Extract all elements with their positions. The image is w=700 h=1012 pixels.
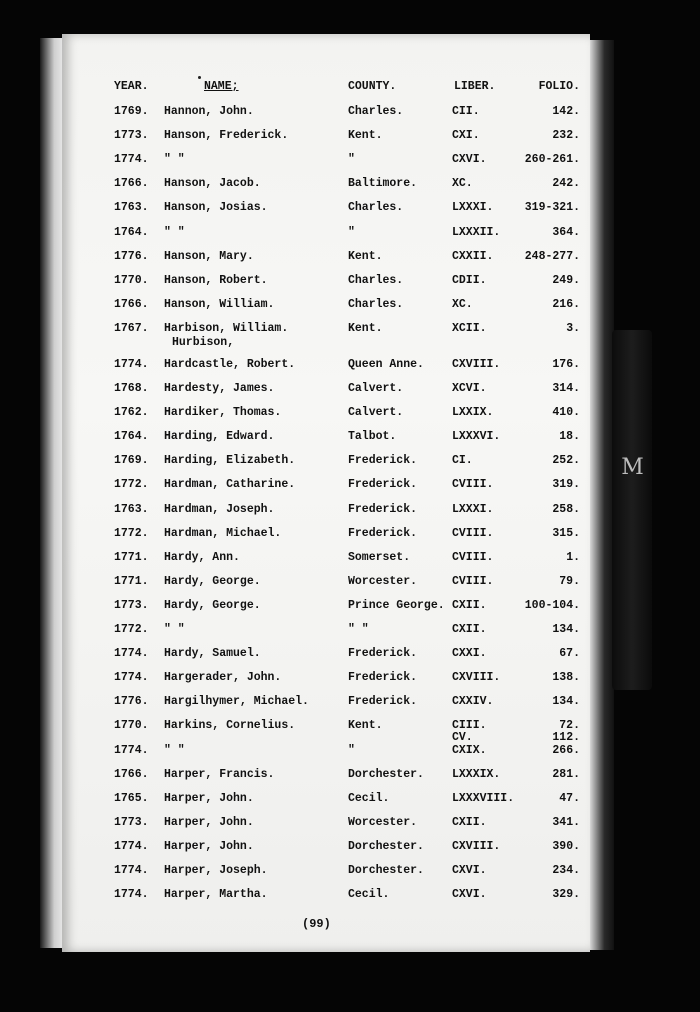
cell-liber: CXII. (452, 815, 487, 829)
cell-county: " " (348, 623, 369, 636)
cell-year: 1766. (114, 297, 149, 311)
cell-folio: 252. (552, 454, 580, 468)
cell-liber: CXXI. (452, 647, 487, 661)
cell-county: Frederick. (348, 526, 418, 540)
cell-name: " " (164, 225, 185, 239)
cell-liber: LXXXVI. (452, 430, 501, 444)
table-row (62, 744, 590, 766)
cell-folio: 260-261. (524, 153, 580, 167)
cell-name: Harbison, William. (164, 321, 289, 335)
table-row (62, 105, 590, 127)
cell-liber-second: CV. (452, 731, 473, 745)
cell-county: Charles. (348, 273, 404, 287)
cell-name: Hardman, Catharine. (164, 478, 296, 492)
cell-folio: 249. (552, 273, 580, 287)
cell-liber: CXII. (452, 598, 487, 612)
cell-name: Harding, Edward. (164, 430, 275, 444)
cell-year: 1773. (114, 815, 149, 829)
cell-year: 1776. (114, 695, 149, 709)
cell-folio: 176. (552, 357, 580, 371)
cell-year: 1774. (114, 153, 149, 167)
cell-year: 1772. (114, 478, 149, 492)
cell-county: Charles. (348, 297, 404, 311)
table-row (62, 695, 590, 717)
cell-year: 1773. (114, 129, 149, 143)
cell-liber: CII. (452, 105, 480, 118)
cell-liber: CI. (452, 454, 473, 468)
cell-folio: 138. (552, 671, 580, 685)
cell-folio: 234. (552, 864, 580, 877)
header-name: NAME; (204, 80, 239, 93)
cell-year: 1769. (114, 105, 149, 118)
cell-county: Frederick. (348, 502, 418, 516)
cell-liber: CDII. (452, 273, 487, 287)
cell-name: " " (164, 743, 185, 757)
cell-folio: 314. (552, 382, 580, 395)
table-row (62, 177, 590, 199)
cell-name: Harper, Joseph. (164, 864, 268, 877)
cell-folio: 281. (552, 767, 580, 781)
cell-folio: 47. (559, 791, 580, 805)
cell-folio: 319-321. (524, 201, 580, 215)
cell-county: Baltimore. (348, 177, 418, 191)
cell-liber: CIII. (452, 719, 487, 733)
cell-year: 1766. (114, 767, 149, 781)
cell-name: Hardy, George. (164, 574, 261, 588)
cell-name: Hanson, Mary. (164, 249, 254, 263)
cell-county: Worcester. (348, 815, 418, 829)
table-row (62, 575, 590, 597)
cell-folio: 79. (559, 574, 580, 588)
cell-county: Dorchester. (348, 864, 424, 877)
cell-county: Kent. (348, 321, 383, 335)
cell-county: Queen Anne. (348, 357, 424, 371)
cell-year: 1774. (114, 743, 149, 757)
cell-liber: LXXXIX. (452, 767, 501, 781)
header-folio: FOLIO. (538, 80, 580, 93)
cell-folio: 248-277. (524, 249, 580, 263)
cell-year: 1776. (114, 249, 149, 263)
cell-county: " (348, 225, 355, 239)
cell-name: Hardy, George. (164, 598, 261, 612)
cell-county: Worcester. (348, 574, 418, 588)
table-row (62, 382, 590, 404)
table-row (62, 358, 590, 380)
cell-name: Hardman, Joseph. (164, 502, 275, 516)
cell-county: Frederick. (348, 647, 418, 661)
cell-folio: 3. (566, 321, 580, 335)
ledger-page (62, 34, 590, 952)
table-row (62, 321, 590, 349)
cell-name: Hardesty, James. (164, 382, 275, 395)
cell-name: Hanson, Josias. (164, 201, 268, 215)
table-row (62, 623, 590, 645)
cell-year: 1773. (114, 598, 149, 612)
header-county: COUNTY. (348, 80, 397, 93)
cell-liber: CXVIII. (452, 839, 501, 853)
cell-year: 1770. (114, 719, 149, 733)
cell-name-alias: Hurbison, (172, 335, 235, 349)
cell-folio: 315. (552, 526, 580, 540)
cell-liber: CVIII. (452, 526, 494, 540)
header-year: YEAR. (114, 80, 149, 93)
cell-year: 1765. (114, 791, 149, 805)
table-row (62, 430, 590, 452)
cell-liber: LXXIX. (452, 406, 494, 420)
cell-liber: CXVI. (452, 864, 487, 877)
cell-liber: CXVIII. (452, 671, 501, 685)
cell-liber: LXXXI. (452, 502, 494, 516)
cell-name: Hanson, Frederick. (164, 129, 289, 143)
cell-year: 1771. (114, 574, 149, 588)
cell-county: Prince George. (348, 598, 445, 612)
cell-folio: 18. (559, 430, 580, 444)
spine-label: M (621, 455, 645, 480)
cell-folio: 364. (552, 225, 580, 239)
cell-liber: CXI. (452, 129, 480, 143)
cell-year: 1772. (114, 623, 149, 636)
cell-name: Hargilhymer, Michael. (164, 695, 309, 709)
cell-year: 1766. (114, 177, 149, 191)
cell-year: 1774. (114, 864, 149, 877)
cell-folio: 72. (559, 719, 580, 733)
table-row (62, 816, 590, 838)
cell-name: Hardiker, Thomas. (164, 406, 282, 420)
cell-county: " (348, 153, 355, 167)
cell-county: Frederick. (348, 454, 418, 468)
cell-county: Cecil. (348, 888, 390, 902)
cell-liber: LXXXI. (452, 201, 494, 215)
cell-name: Harper, John. (164, 839, 254, 853)
cell-name: Harding, Elizabeth. (164, 454, 296, 468)
cell-folio: 258. (552, 502, 580, 516)
cell-name: Harper, Martha. (164, 888, 268, 902)
cell-county: Somerset. (348, 550, 411, 564)
cell-year: 1774. (114, 888, 149, 902)
cell-year: 1774. (114, 647, 149, 661)
cell-county: Frederick. (348, 671, 418, 685)
table-row (62, 864, 590, 886)
cell-folio: 1. (566, 550, 580, 564)
cell-name: Hanson, William. (164, 297, 275, 311)
cell-county: Dorchester. (348, 839, 424, 853)
cell-liber: XCII. (452, 321, 487, 335)
cell-name: Hargerader, John. (164, 671, 282, 685)
table-row (62, 768, 590, 790)
cell-liber: CXXII. (452, 249, 494, 263)
cell-name: Hardy, Ann. (164, 550, 240, 564)
cell-county: Kent. (348, 129, 383, 143)
cell-folio: 134. (552, 695, 580, 709)
cell-folio: 242. (552, 177, 580, 191)
cell-liber: CVIII. (452, 550, 494, 564)
cell-liber: XC. (452, 177, 473, 191)
cell-name: " " (164, 153, 185, 167)
cell-county: Kent. (348, 249, 383, 263)
cell-name: " " (164, 623, 185, 636)
cell-year: 1774. (114, 839, 149, 853)
cell-folio: 67. (559, 647, 580, 661)
table-row (62, 153, 590, 175)
cell-year: 1767. (114, 321, 149, 335)
cell-year: 1774. (114, 671, 149, 685)
ink-speck (198, 76, 201, 79)
table-row (62, 647, 590, 669)
cell-liber: LXXXVIII. (452, 791, 515, 805)
table-row (62, 478, 590, 500)
table-row (62, 406, 590, 428)
table-row (62, 129, 590, 151)
table-row (62, 527, 590, 549)
cell-year: 1774. (114, 357, 149, 371)
cell-folio: 410. (552, 406, 580, 420)
cell-year: 1768. (114, 382, 149, 395)
table-row (62, 250, 590, 272)
cell-name: Hardcastle, Robert. (164, 357, 296, 371)
cell-folio: 216. (552, 297, 580, 311)
cell-county: " (348, 743, 355, 757)
cell-folio: 390. (552, 839, 580, 853)
table-row (62, 503, 590, 525)
cell-liber: CXVI. (452, 888, 487, 902)
table-row (62, 671, 590, 693)
table-row (62, 599, 590, 621)
cell-folio: 341. (552, 815, 580, 829)
cell-county: Frederick. (348, 478, 418, 492)
cell-liber: CXVI. (452, 153, 487, 167)
cell-liber: CVIII. (452, 574, 494, 588)
cell-name: Hannon, John. (164, 105, 254, 118)
cell-county: Kent. (348, 719, 383, 733)
cell-liber: CXXIV. (452, 695, 494, 709)
cell-county: Calvert. (348, 382, 404, 395)
cell-county: Talbot. (348, 430, 397, 444)
cell-liber: CXII. (452, 623, 487, 636)
table-row (62, 201, 590, 223)
cell-year: 1762. (114, 406, 149, 420)
cell-name: Harper, Francis. (164, 767, 275, 781)
cell-county: Calvert. (348, 406, 404, 420)
table-row (62, 454, 590, 476)
cell-folio: 329. (552, 888, 580, 902)
table-row (62, 888, 590, 910)
table-row (62, 719, 590, 745)
cell-name: Harper, John. (164, 815, 254, 829)
column-headers (62, 80, 590, 102)
cell-year: 1769. (114, 454, 149, 468)
cell-name: Hardy, Samuel. (164, 647, 261, 661)
cell-year: 1771. (114, 550, 149, 564)
cell-year: 1763. (114, 201, 149, 215)
book-spine (612, 330, 652, 690)
cell-liber: CVIII. (452, 478, 494, 492)
cell-year: 1770. (114, 273, 149, 287)
cell-county: Cecil. (348, 791, 390, 805)
cell-name: Harper, John. (164, 791, 254, 805)
table-row (62, 298, 590, 320)
cell-folio: 100-104. (524, 598, 580, 612)
cell-folio: 266. (552, 743, 580, 757)
cell-folio: 134. (552, 623, 580, 636)
table-row (62, 551, 590, 573)
cell-year: 1763. (114, 502, 149, 516)
cell-liber: LXXXII. (452, 225, 501, 239)
cell-year: 1772. (114, 526, 149, 540)
cell-folio: 142. (552, 105, 580, 118)
binding-gutter (590, 40, 614, 950)
table-row (62, 840, 590, 862)
table-row (62, 274, 590, 296)
cell-folio: 232. (552, 129, 580, 143)
cell-liber: XC. (452, 297, 473, 311)
cell-liber: CXIX. (452, 743, 487, 757)
cell-county: Dorchester. (348, 767, 424, 781)
cell-name: Hanson, Robert. (164, 273, 268, 287)
cell-year: 1764. (114, 225, 149, 239)
cell-name: Hardman, Michael. (164, 526, 282, 540)
cell-folio: 319. (552, 478, 580, 492)
cell-liber: XCVI. (452, 382, 487, 395)
cell-county: Charles. (348, 105, 404, 118)
cell-name: Harkins, Cornelius. (164, 719, 296, 733)
page-number: (99) (302, 917, 331, 931)
header-liber: LIBER. (454, 80, 496, 93)
cell-name: Hanson, Jacob. (164, 177, 261, 191)
cell-county: Charles. (348, 201, 404, 215)
table-row (62, 792, 590, 814)
cell-county: Frederick. (348, 695, 418, 709)
cell-liber: CXVIII. (452, 357, 501, 371)
table-row (62, 226, 590, 248)
cell-folio-second: 112. (552, 731, 580, 745)
cell-year: 1764. (114, 430, 149, 444)
